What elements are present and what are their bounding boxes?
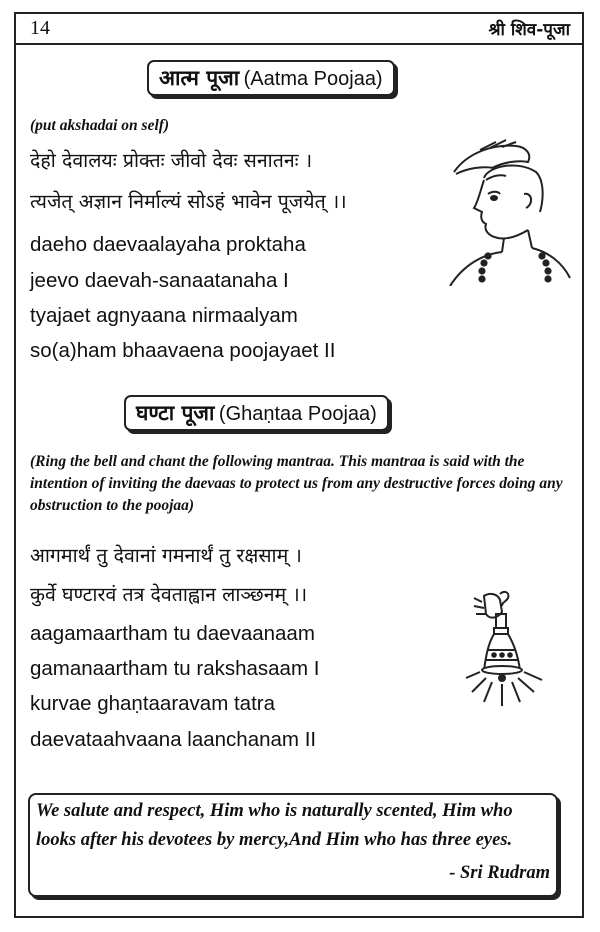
section-title-aatma-pooja: [147, 60, 395, 96]
sanskrit-line: कुर्वे घण्टारवं तत्र देवताह्वान लाञ्छनम् ।।: [30, 583, 308, 606]
sanskrit-line: आगमार्थं तु देवानां गमनार्थं तु रक्षसाम् ।: [30, 544, 302, 567]
section-title-devanagari: घण्टा पूजा: [136, 401, 215, 425]
section-note: (put akshadai on self): [30, 117, 170, 134]
header-rule: [14, 43, 584, 45]
transliteration-line: aagamaartham tu daevaanaam: [30, 622, 315, 645]
person-touching-head-illustration: [444, 138, 572, 286]
page-number: 14: [30, 17, 50, 39]
section-title-ghantaa-pooja: [124, 395, 389, 431]
transliteration-line: so(a)ham bhaavaena poojayaet II: [30, 339, 336, 362]
transliteration-line: gamanaartham tu rakshasaam I: [30, 657, 320, 680]
section-note: (Ring the bell and chant the following mantraa. This mantraa is said with the intention of inviting the daevaas to protect us from any destructive forces doing any obstruction to the poojaa): [30, 453, 563, 514]
hand-ringing-bell-illustration: [462, 588, 554, 716]
transliteration-line: jeevo daevah-sanaatanaha I: [30, 269, 289, 292]
transliteration-line: tyajaet agnyaana nirmaalyam: [30, 304, 298, 327]
section-title-roman: (Ghaṇtaa Poojaa): [218, 403, 377, 425]
sanskrit-line: देहो देवालयः प्रोक्तः जीवो देवः सनातनः ।: [30, 149, 313, 172]
transliteration-line: daevataahvaana laanchanam II: [30, 728, 317, 751]
sanskrit-line: त्यजेत् अज्ञान निर्माल्यं सोऽहं भावेन पूजयेत् ।।: [30, 190, 347, 213]
running-title: श्री शिव-पूजा: [488, 20, 570, 40]
transliteration-line: kurvae ghaṇtaaravam tatra: [30, 692, 275, 715]
quote-text: We salute and respect, Him who is naturally scented, Him who looks after his devotees by mercy,And Him who has three eyes.: [36, 801, 513, 850]
quote-attribution: - Sri Rudram: [449, 863, 550, 883]
section-title-roman: (Aatma Poojaa): [243, 68, 383, 90]
transliteration-line: daeho daevaalayaha proktaha: [30, 233, 306, 256]
section-title-devanagari: आत्म पूजा: [159, 66, 240, 90]
